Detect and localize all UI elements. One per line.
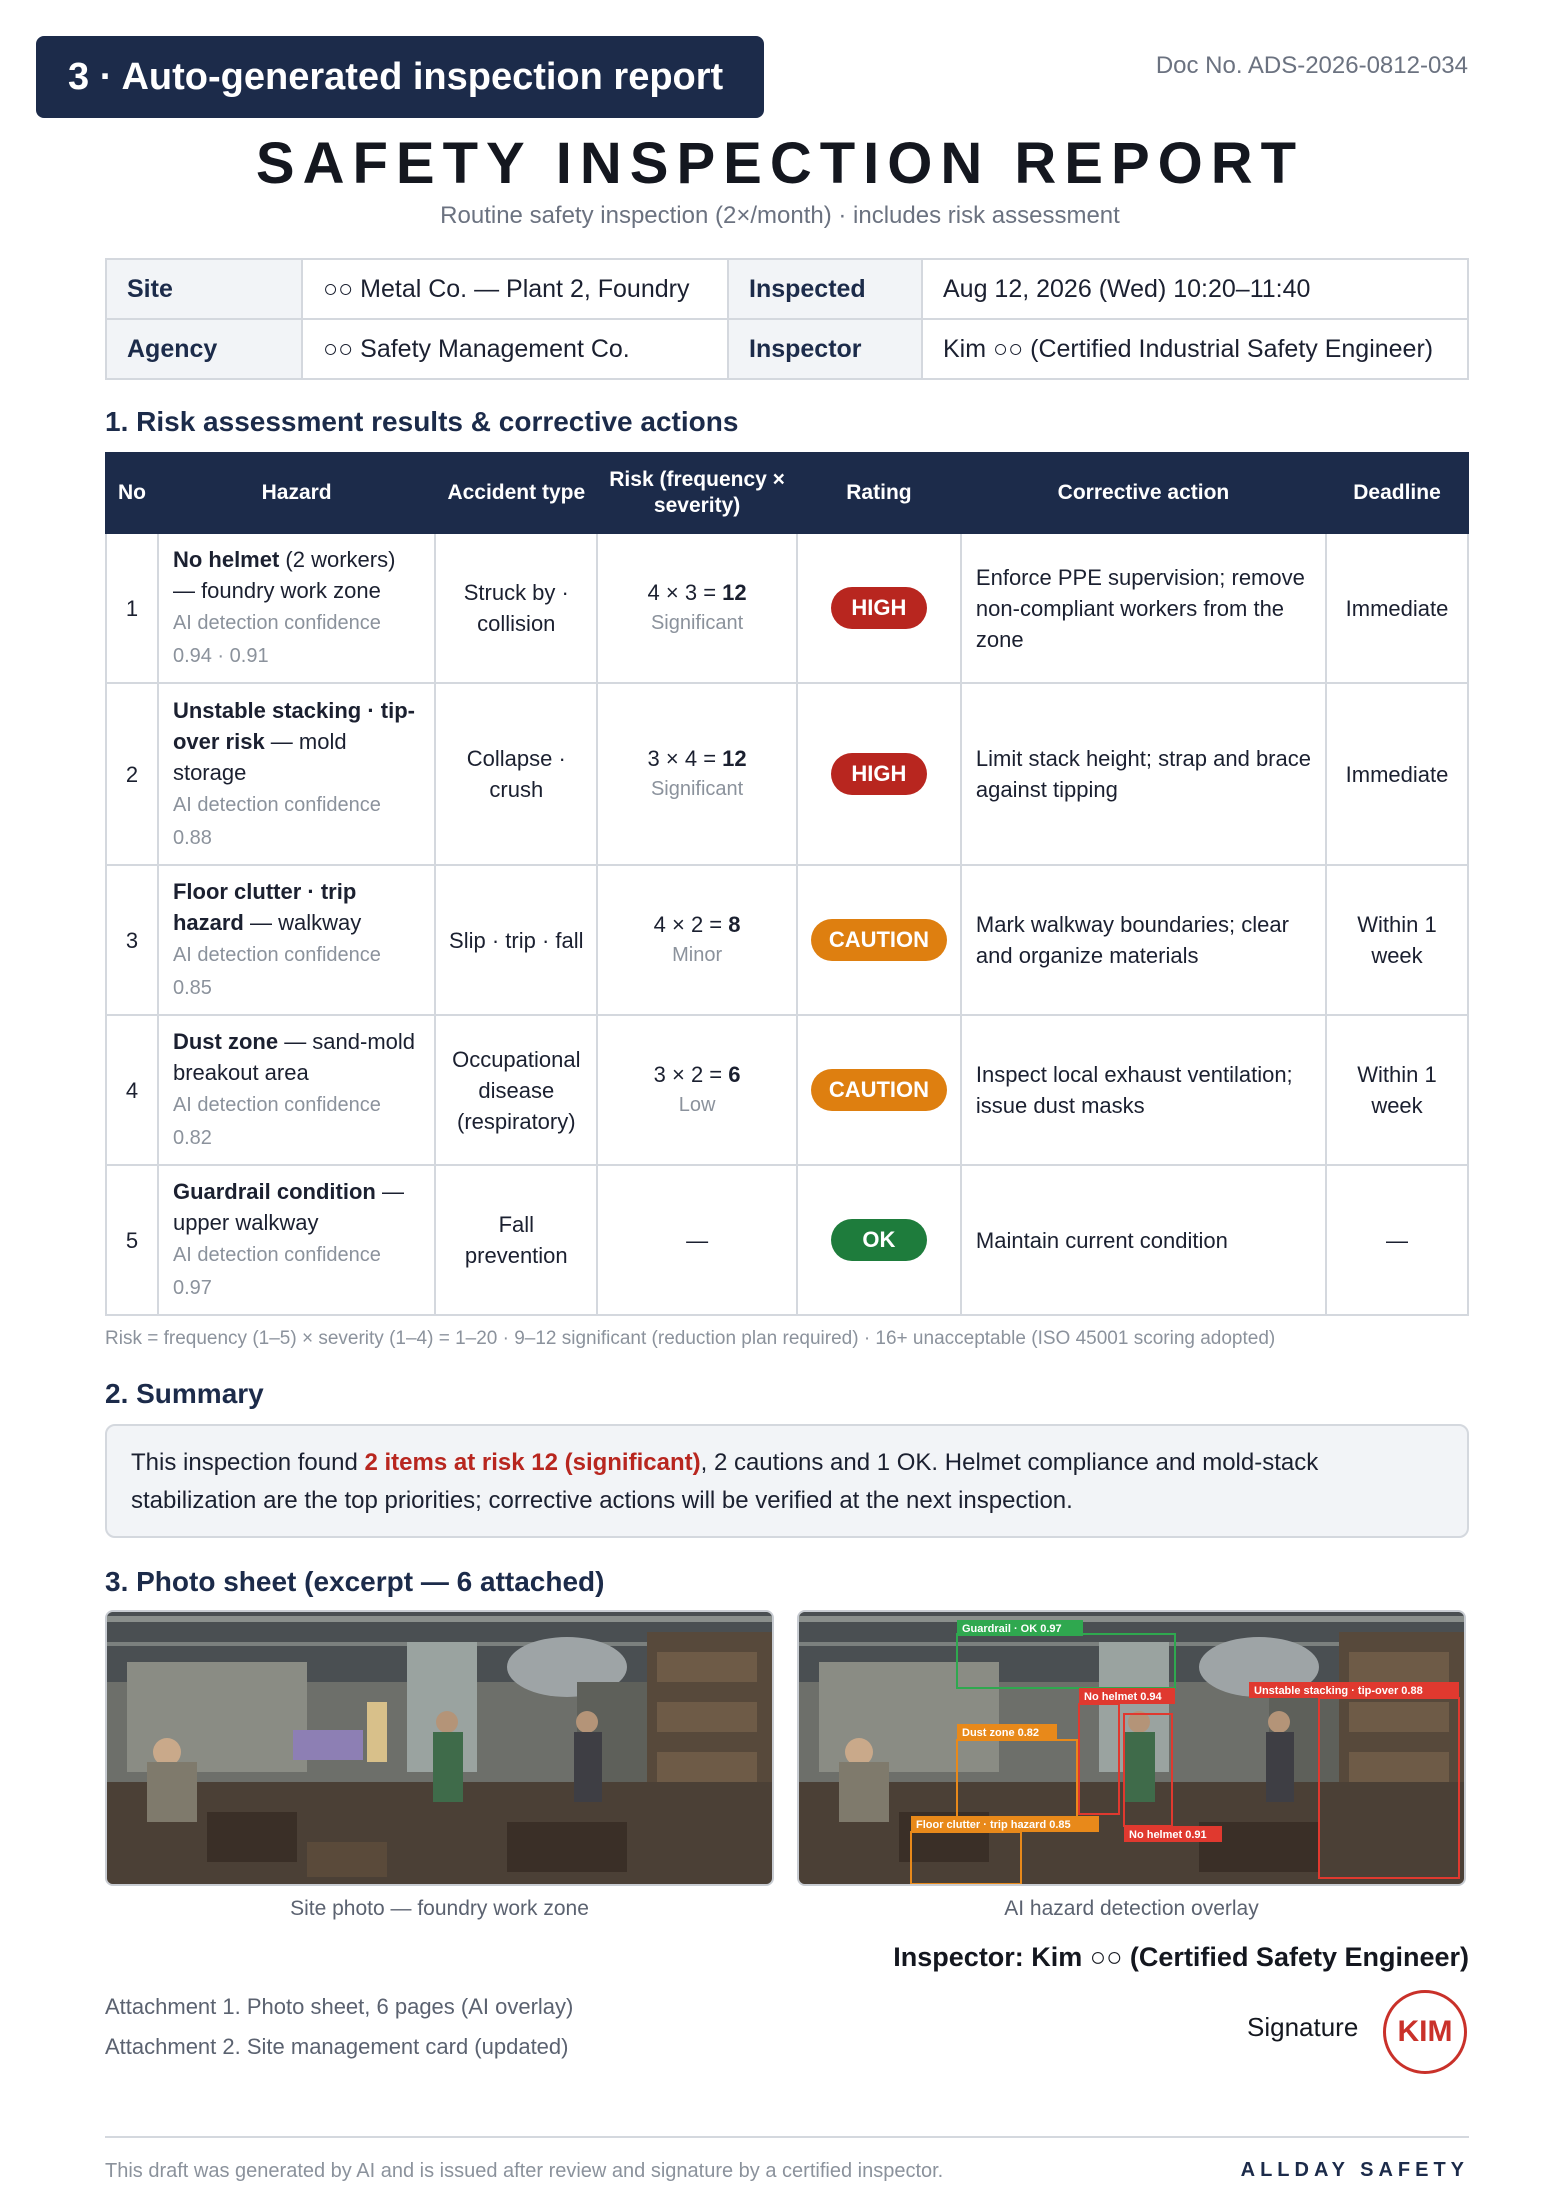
row-no: 5 <box>106 1165 158 1315</box>
site-label: Site <box>106 259 302 319</box>
risk-cell <box>597 1165 797 1315</box>
rating-cell <box>797 865 961 1015</box>
footer-disclaimer: This draft was generated by AI and is issued after review and signature by a certified inspector. <box>105 2160 944 2182</box>
inspector-signoff: Inspector: Kim ○○ (Certified Safety Engineer) <box>893 1942 1469 1972</box>
col-rating: Rating <box>797 453 961 533</box>
accident-type: Occupational disease (respiratory) <box>435 1015 597 1165</box>
signature-label: Signature <box>1247 2012 1359 2042</box>
detection-label: Guardrail · OK 0.97 <box>962 1623 1062 1635</box>
detection-label: No helmet 0.94 <box>1084 1691 1162 1703</box>
accident-type: Collapse · crush <box>435 683 597 865</box>
hazard-name: Floor clutter · trip hazard <box>172 879 357 935</box>
hazard-name: Unstable stacking · tip-over risk <box>172 697 415 754</box>
risk-score: 12 <box>722 580 747 605</box>
risk-level: Low <box>678 1094 716 1116</box>
detection-label: Unstable stacking · tip-over 0.88 <box>1254 1685 1423 1697</box>
rating-cell <box>797 533 961 683</box>
ai-overlay-caption: AI hazard detection overlay <box>1004 1897 1259 1920</box>
hazard-detail: — upper walkway <box>172 1179 404 1235</box>
agency-value: ○○ Safety Management Co. <box>302 319 728 379</box>
col-no: No <box>106 453 158 533</box>
hazard-detail: — sand-mold breakout area <box>172 1029 416 1085</box>
ai-confidence: AI detection confidence 0.82 <box>172 1094 381 1149</box>
risk-expression: 3 × 4 = <box>647 746 723 771</box>
row-no: 3 <box>106 865 158 1015</box>
detection-label: Floor clutter · trip hazard 0.85 <box>916 1819 1071 1831</box>
col-risk: Risk (frequency × severity) <box>597 453 797 533</box>
accident-type: Struck by · collision <box>435 533 597 683</box>
col-deadline: Deadline <box>1326 453 1468 533</box>
summary-text-start: This inspection found <box>131 1449 365 1476</box>
ai-confidence: AI detection confidence 0.88 <box>172 793 381 849</box>
corrective-action: Inspect local exhaust ventilation; issue dust masks <box>961 1015 1326 1165</box>
agency-label: Agency <box>106 319 302 379</box>
deadline: Within 1 week <box>1326 1015 1468 1165</box>
hazard-cell <box>158 533 435 683</box>
hazard-detail: — mold storage <box>172 728 347 785</box>
risk-cell <box>597 533 797 683</box>
section-3-heading: 3. Photo sheet (excerpt — 6 attached) <box>105 1566 605 1597</box>
risk-score: 6 <box>728 1062 741 1087</box>
row-no: 2 <box>106 683 158 865</box>
deadline: Immediate <box>1326 533 1468 683</box>
table-row <box>106 865 1468 1015</box>
risk-level: Minor <box>672 944 723 966</box>
detection-label: Dust zone 0.82 <box>962 1727 1040 1739</box>
hazard-detail: — walkway <box>243 910 362 935</box>
hazard-cell <box>158 1015 435 1165</box>
site-photo-caption: Site photo — foundry work zone <box>290 1897 589 1920</box>
site-photo <box>105 1610 774 1886</box>
corrective-action: Enforce PPE supervision; remove non-compliant workers from the zone <box>961 533 1326 683</box>
deadline: — <box>1326 1165 1468 1315</box>
hazard-cell <box>158 1165 435 1315</box>
ai-confidence: AI detection confidence 0.97 <box>172 1244 381 1299</box>
row-no: 4 <box>106 1015 158 1165</box>
table-row <box>106 683 1468 865</box>
rating-badge-high: HIGH <box>831 587 927 629</box>
summary-box <box>105 1424 1469 1538</box>
info-row <box>106 259 1468 319</box>
risk-cell <box>597 1015 797 1165</box>
brand-logo: ALLDAY SAFETY <box>1240 2159 1469 2181</box>
rating-cell <box>797 683 961 865</box>
summary-text-end: , 2 cautions and 1 OK. Helmet compliance and mold-stack stabilization are the top priorities; corrective actions will be verified at the next inspection. <box>131 1449 1319 1514</box>
risk-score: 12 <box>722 746 747 771</box>
table-row <box>106 1165 1468 1315</box>
risk-scoring-note: Risk = frequency (1–5) × severity (1–4) = 1–20 · 9–12 significant (reduction plan required) · 16+ unacceptable (ISO 45001 scoring adopted) <box>105 1328 1276 1349</box>
rating-badge-caution: CAUTION <box>811 919 947 961</box>
hazard-cell <box>158 683 435 865</box>
ai-confidence: AI detection confidence 0.85 <box>172 944 381 999</box>
document-number: Doc No. ADS-2026-0812-034 <box>1155 52 1468 79</box>
rating-badge-ok: OK <box>831 1219 927 1261</box>
risk-cell <box>597 683 797 865</box>
risk-expression: — <box>686 1227 709 1253</box>
attachment-1: Attachment 1. Photo sheet, 6 pages (AI overlay) <box>105 1994 574 2019</box>
accident-type: Slip · trip · fall <box>435 865 597 1015</box>
hazard-cell <box>158 865 435 1015</box>
report-title: SAFETY INSPECTION REPORT <box>255 131 1305 196</box>
ai-overlay-photo <box>797 1610 1466 1886</box>
accident-type: Fall prevention <box>435 1165 597 1315</box>
row-no: 1 <box>106 533 158 683</box>
hazard-name: No helmet <box>172 547 280 572</box>
detection-label: No helmet 0.91 <box>1129 1829 1207 1841</box>
site-photo-illustration <box>107 1612 772 1884</box>
attachment-2: Attachment 2. Site management card (updated) <box>105 2034 569 2059</box>
rating-cell <box>797 1165 961 1315</box>
risk-expression: 4 × 3 = <box>647 580 723 605</box>
rating-badge-high: HIGH <box>831 753 927 795</box>
inspector-value: Kim ○○ (Certified Industrial Safety Engineer) <box>922 319 1468 379</box>
risk-level: Significant <box>650 778 744 800</box>
signature-stamp: KIM <box>1383 1990 1467 2074</box>
risk-expression: 4 × 2 = <box>653 912 729 937</box>
hazard-name: Guardrail condition <box>172 1179 376 1204</box>
ai-confidence: AI detection confidence 0.94 · 0.91 <box>172 612 381 667</box>
table-row <box>106 533 1468 683</box>
inspected-label: Inspected <box>728 259 922 319</box>
risk-expression: 3 × 2 = <box>653 1062 729 1087</box>
corrective-action: Limit stack height; strap and brace against tipping <box>961 683 1326 865</box>
section-1-heading: 1. Risk assessment results & corrective actions <box>105 406 739 437</box>
inspector-label: Inspector <box>728 319 922 379</box>
info-row <box>106 319 1468 379</box>
report-subtitle: Routine safety inspection (2×/month) · includes risk assessment <box>440 202 1120 229</box>
ai-overlay-illustration <box>799 1612 1464 1884</box>
deadline: Immediate <box>1326 683 1468 865</box>
col-accident-type: Accident type <box>435 453 597 533</box>
section-2-heading: 2. Summary <box>105 1378 264 1409</box>
summary-highlight: 2 items at risk 12 (significant) <box>364 1449 701 1476</box>
col-corrective-action: Corrective action <box>961 453 1326 533</box>
risk-cell <box>597 865 797 1015</box>
inspection-info-table <box>105 258 1469 380</box>
risk-level: Significant <box>650 612 744 634</box>
risk-score: 8 <box>728 912 741 937</box>
corrective-action: Mark walkway boundaries; clear and organize materials <box>961 865 1326 1015</box>
rating-badge-caution: CAUTION <box>811 1069 947 1111</box>
rating-cell <box>797 1015 961 1165</box>
section-tag: 3 · Auto-generated inspection report <box>36 36 764 118</box>
table-row <box>106 1015 1468 1165</box>
corrective-action: Maintain current condition <box>961 1165 1326 1315</box>
risk-assessment-table <box>105 452 1469 1316</box>
hazard-detail: (2 workers) — foundry work zone <box>172 547 396 603</box>
inspected-value: Aug 12, 2026 (Wed) 10:20–11:40 <box>922 259 1468 319</box>
site-value: ○○ Metal Co. — Plant 2, Foundry <box>302 259 728 319</box>
footer-divider <box>105 2136 1469 2138</box>
hazard-name: Dust zone <box>172 1029 279 1054</box>
table-header-row <box>106 453 1468 533</box>
col-hazard: Hazard <box>158 453 435 533</box>
deadline: Within 1 week <box>1326 865 1468 1015</box>
